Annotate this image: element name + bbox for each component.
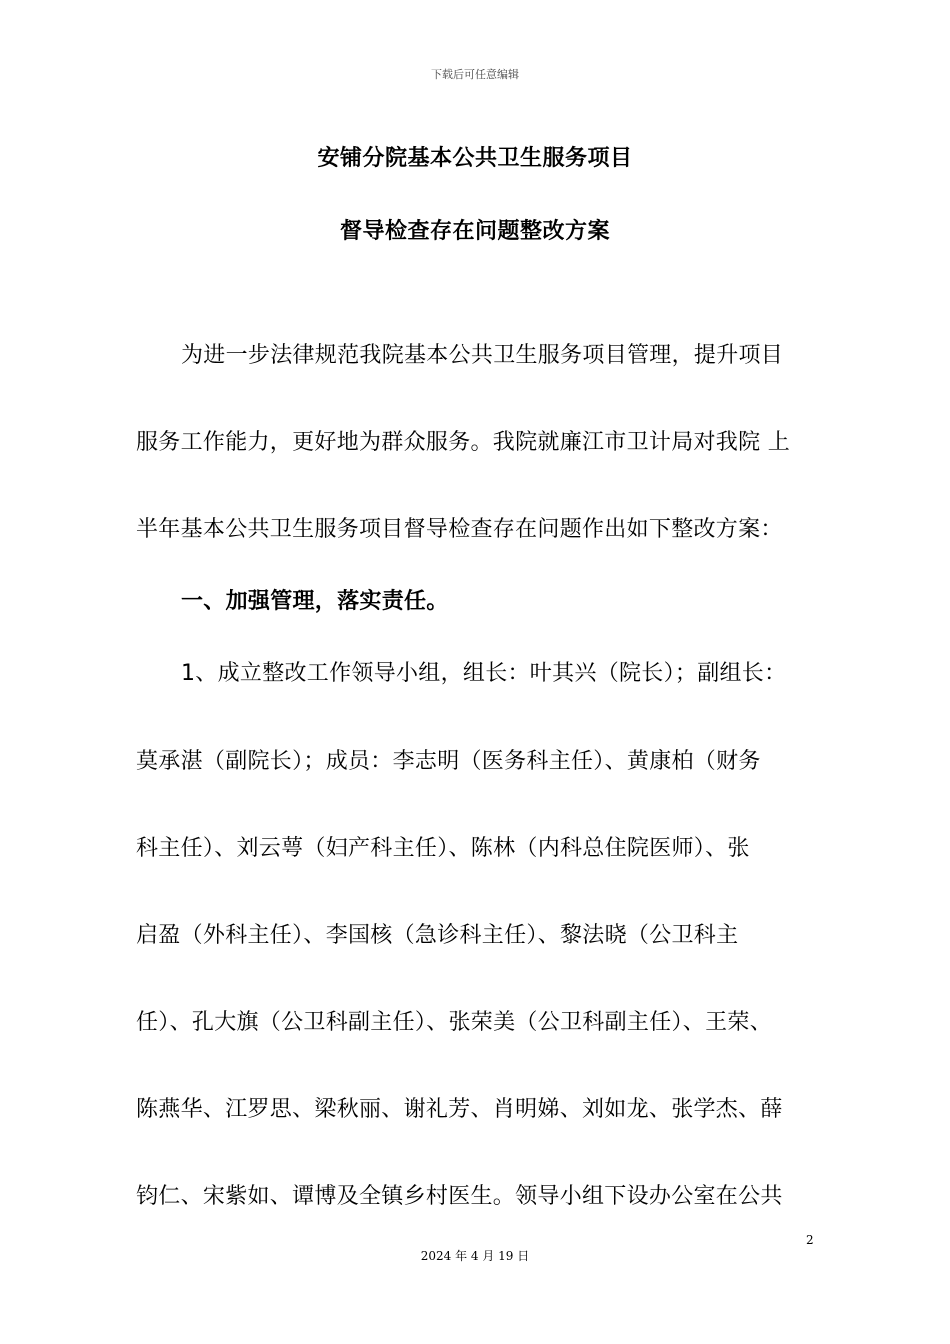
header-note: 下载后可任意编辑 — [431, 68, 519, 81]
paragraph-line: 钧仁、宋紫如、谭博及全镇乡村医生。领导小组下设办公室在公共 — [136, 1184, 783, 1209]
document-title-line-1: 安铺分院基本公共卫生服务项目 — [317, 146, 633, 171]
paragraph-line: 服务工作能力，更好地为群众服务。我院就廉江市卫计局对我院 上 — [136, 430, 790, 455]
paragraph-line: 科主任）、刘云萼（妇产科主任）、陈林（内科总住院医师）、张 — [136, 836, 750, 861]
document-title-line-2: 督导检查存在问题整改方案 — [339, 219, 610, 244]
paragraph-line: 莫承湛（副院长）；成员：李志明（医务科主任）、黄康柏（财务 — [136, 749, 761, 774]
paragraph-line: 1、成立整改工作领导小组，组长：叶其兴（院长）；副组长： — [181, 661, 787, 686]
paragraph-line: 启盈（外科主任）、李国核（急诊科主任）、黎法晓（公卫科主 — [136, 923, 739, 948]
page-number: 2 — [806, 1233, 814, 1247]
paragraph-line: 为进一步法律规范我院基本公共卫生服务项目管理，提升项目 — [181, 343, 784, 368]
paragraph-line: 陈燕华、江罗思、梁秋丽、谢礼芳、肖明娣、刘如龙、张学杰、薛 — [136, 1097, 783, 1122]
paragraph-line: 半年基本公共卫生服务项目督导检查存在问题作出如下整改方案： — [136, 517, 783, 542]
footer-date: 2024 年 4 月 19 日 — [420, 1249, 530, 1263]
paragraph-line: 任）、孔大旗（公卫科副主任）、张荣美（公卫科副主任）、王荣、 — [136, 1010, 773, 1035]
section-heading: 一、加强管理，落实责任。 — [181, 589, 449, 614]
